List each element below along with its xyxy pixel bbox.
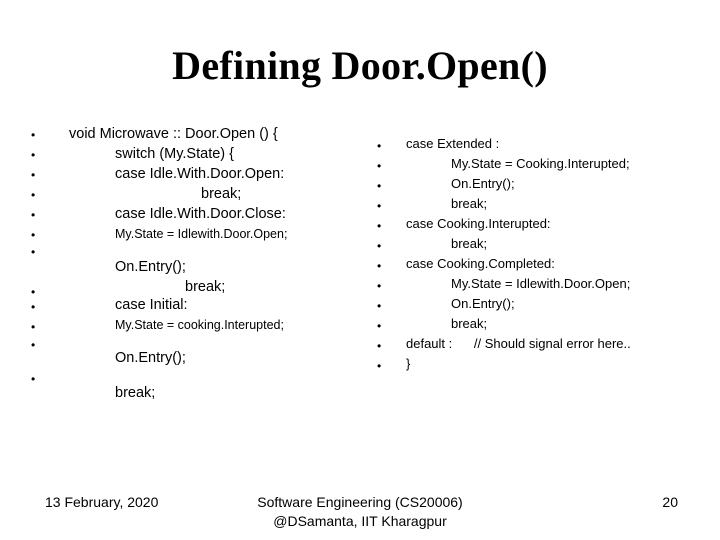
code-line-right-1: case Extended :	[406, 136, 500, 151]
bullet: •	[377, 139, 382, 153]
code-line-left-12: break;	[115, 385, 156, 401]
code-line-left-10: My.State = cooking.Interupted;	[115, 318, 284, 332]
slide-title: Defining Door.Open()	[172, 43, 548, 88]
code-line-left-5: case Idle.With.Door.Close:	[115, 206, 286, 222]
code-line-left-2: switch (My.State) {	[115, 146, 234, 162]
bullet: •	[377, 179, 382, 193]
bullet: •	[31, 300, 36, 314]
bullet: •	[31, 148, 36, 162]
bullet: •	[31, 208, 36, 222]
bullet: •	[31, 245, 36, 259]
bullet: •	[31, 128, 36, 142]
code-line-right-8: My.State = Idlewith.Door.Open;	[451, 276, 631, 291]
bullet: •	[377, 279, 382, 293]
code-line-left-11: On.Entry();	[115, 350, 186, 366]
bullet: •	[377, 199, 382, 213]
bullet: •	[31, 372, 36, 386]
code-line-right-6: break;	[451, 236, 488, 251]
bullet: •	[377, 159, 382, 173]
bullet: •	[377, 359, 382, 373]
bullet: •	[31, 228, 36, 242]
code-line-left-4: break;	[201, 186, 242, 202]
code-line-left-9: case Initial:	[115, 297, 188, 313]
code-line-left-8: break;	[185, 279, 226, 295]
bullet: •	[31, 188, 36, 202]
code-line-right-3: On.Entry();	[451, 176, 515, 191]
bullet: •	[377, 339, 382, 353]
code-line-right-9: On.Entry();	[451, 296, 515, 311]
bullet: •	[377, 259, 382, 273]
code-line-right-2: My.State = Cooking.Interupted;	[451, 156, 630, 171]
footer-author: @DSamanta, IIT Kharagpur	[273, 513, 447, 529]
code-line-right-12: }	[406, 356, 411, 371]
bullet: •	[31, 285, 36, 299]
code-line-right-4: break;	[451, 196, 488, 211]
bullet: •	[377, 219, 382, 233]
code-line-left-6: My.State = Idlewith.Door.Open;	[115, 227, 288, 241]
code-line-left-7: On.Entry();	[115, 259, 186, 275]
bullet: •	[31, 338, 36, 352]
code-line-left-3: case Idle.With.Door.Open:	[115, 166, 285, 182]
bullet: •	[31, 320, 36, 334]
footer-page-number: 20	[662, 494, 678, 510]
code-line-left-1: void Microwave :: Door.Open () {	[69, 126, 278, 142]
footer-course: Software Engineering (CS20006)	[257, 494, 463, 510]
code-line-right-7: case Cooking.Completed:	[406, 256, 555, 271]
bullet: •	[377, 299, 382, 313]
code-line-right-5: case Cooking.Interupted:	[406, 216, 551, 231]
bullet: •	[31, 168, 36, 182]
bullet: •	[377, 239, 382, 253]
bullet: •	[377, 319, 382, 333]
code-line-right-10: break;	[451, 316, 488, 331]
code-line-right-11: default : // Should signal error here..	[406, 336, 631, 351]
footer-date: 13 February, 2020	[45, 494, 159, 510]
